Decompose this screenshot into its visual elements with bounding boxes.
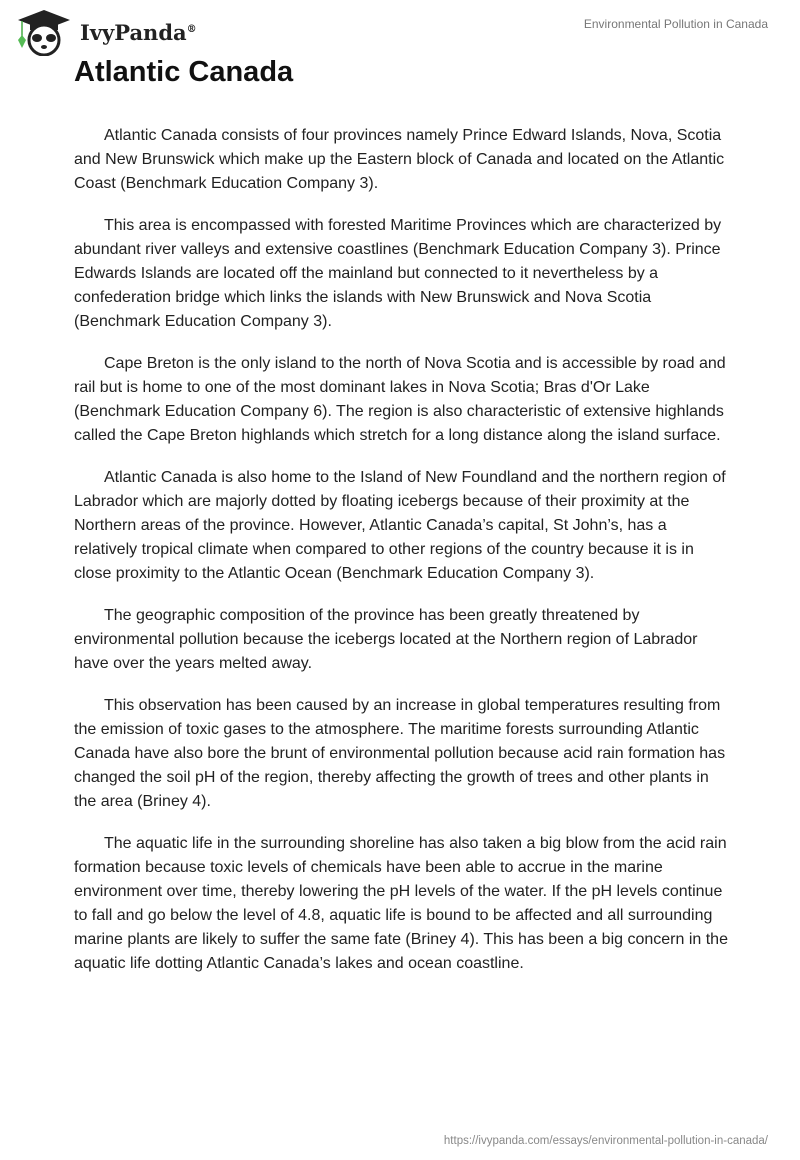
logo-text: IvyPanda® — [80, 19, 197, 45]
paragraph: This area is encompassed with forested Maritime Provinces which are characterized by abundant river valleys and extensive coastlines (Benchmark Education Company 3). Prince Edwards Islands are located off the mainland but connected to it nevertheless by a confederation bridge which links the islands with New Brunswick and Nova Scotia (Benchmark Education Company 3). — [74, 217, 722, 330]
source-url: https://ivypanda.com/essays/environmental-pollution-in-canada/ — [443, 1135, 768, 1147]
panda-graduate-icon — [16, 8, 72, 56]
paragraph: The geographic composition of the province has been greatly threatened by environmental pollution because the icebergs located at the Northern region of Labrador have over the years melted away. — [74, 607, 698, 672]
section-heading: Atlantic Canada — [74, 56, 294, 88]
paragraph: This observation has been caused by an increase in global temperatures resulting from the emission of toxic gases to the atmosphere. The maritime forests surrounding Atlantic Canada have also bore the brunt of environmental pollution because acid rain formation has changed the soil pH of the region, thereby affecting the growth of trees and other plants in the area (Briney 4). — [74, 697, 726, 810]
paragraph: Atlantic Canada is also home to the Island of New Foundland and the northern region of Labrador which are majorly dotted by floating icebergs because of their proximity at the Northern areas of the province. However, Atlantic Canada’s capital, St John’s, has a relatively tropical climate when compared to other regions of the country because it is in close proximity to the Atlantic Ocean (Benchmark Education Company 3). — [74, 469, 726, 582]
paragraph: Atlantic Canada consists of four provinces namely Prince Edward Islands, Nova, Scotia and New Brunswick which make up the Eastern block of Canada and located on the Atlantic Coast (Benchmark Education Company 3). — [74, 127, 725, 192]
article-body — [74, 124, 734, 994]
document-title: Environmental Pollution in Canada — [583, 17, 768, 31]
paragraph: Cape Breton is the only island to the north of Nova Scotia and is accessible by road and rail but is home to one of the most dominant lakes in Nova Scotia; Bras d'Or Lake (Benchmark Education Company 6). The region is also characteristic of extensive highlands called the Cape Breton highlands which stretch for a long distance along the island surface. — [74, 355, 726, 444]
ivypanda-logo[interactable] — [16, 8, 197, 56]
paragraph: The aquatic life in the surrounding shoreline has also taken a big blow from the acid rain formation because toxic levels of chemicals have been able to accrue in the marine environment over time, thereby lowering the pH levels of the water. If the pH levels continue to fall and go below the level of 4.8, aquatic life is bound to be affected and all surrounding marine plants are likely to suffer the same fate (Briney 4). This has been a big concern in the aquatic life dotting Atlantic Canada’s lakes and ocean coastline. — [74, 835, 728, 972]
